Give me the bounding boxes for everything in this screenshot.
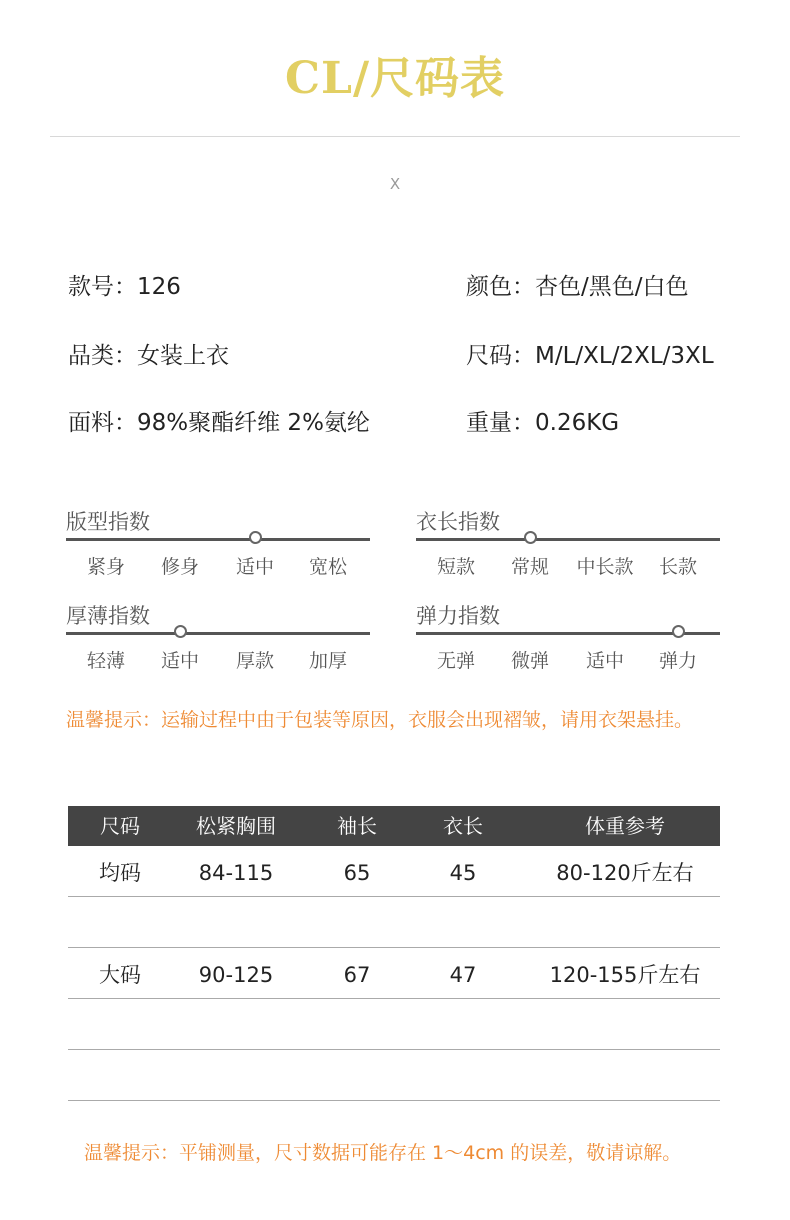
scale-option: 紧身 [86, 556, 125, 578]
scale-option: 厚款 [235, 650, 274, 672]
scale-option: 无弹 [436, 650, 475, 672]
table-row [68, 1050, 720, 1101]
header-cell: 衣长 [443, 814, 483, 838]
table-cell [171, 999, 301, 1049]
table-cell [312, 999, 402, 1049]
scale-option: 适中 [235, 556, 274, 578]
scale-option: 适中 [585, 650, 624, 672]
title-divider [50, 136, 740, 137]
scale-option: 弹力 [658, 650, 697, 672]
table-cell [171, 897, 301, 947]
info-category: 品类：女装上衣 [68, 343, 229, 369]
size-table [68, 806, 720, 1101]
table-cell: 45 [449, 861, 477, 885]
header-cell: 体重参考 [585, 814, 665, 838]
table-cell: 120-155斤左右 [549, 963, 701, 987]
page-title: CL/尺码表 [284, 53, 506, 104]
scale-label: 厚薄指数 [66, 604, 150, 628]
scale-option: 常规 [510, 556, 549, 578]
table-cell [70, 999, 170, 1049]
scale-option: 适中 [160, 650, 199, 672]
table-cell [312, 1050, 402, 1100]
table-cell: 90-125 [198, 963, 274, 987]
header-cell: 松紧胸围 [196, 814, 276, 838]
close-icon[interactable]: X [389, 175, 401, 193]
measurement-tip: 温馨提示：平铺测量，尺寸数据可能存在 1～4cm 的误差，敬请谅解。 [84, 1142, 682, 1164]
scale-knob-icon [672, 625, 685, 638]
table-cell [418, 1050, 508, 1100]
table-cell: 均码 [99, 861, 141, 885]
shipping-tip: 温馨提示：运输过程中由于包装等原因，衣服会出现褶皱，请用衣架悬挂。 [66, 709, 694, 731]
info-sizes: 尺码：M/L/XL/2XL/3XL [466, 343, 714, 369]
info-color: 颜色：杏色/黑色/白色 [466, 274, 689, 300]
table-cell [530, 999, 720, 1049]
scale-track [66, 632, 370, 635]
table-cell [530, 897, 720, 947]
scale-track [66, 538, 370, 541]
scale-label: 版型指数 [66, 510, 150, 534]
header-cell: 尺码 [100, 814, 140, 838]
table-cell: 80-120斤左右 [556, 861, 694, 885]
info-fabric: 面料：98%聚酯纤维 2%氨纶 [68, 410, 370, 436]
scale-option: 加厚 [308, 650, 347, 672]
scale-knob-icon [249, 531, 262, 544]
table-row [68, 897, 720, 948]
header-cell: 袖长 [337, 814, 377, 838]
info-style-no: 款号：126 [68, 274, 181, 300]
table-cell: 84-115 [198, 861, 274, 885]
table-cell [312, 897, 402, 947]
table-row [68, 999, 720, 1050]
scale-option: 轻薄 [86, 650, 125, 672]
scale-option: 短款 [436, 556, 475, 578]
scale-option: 微弹 [510, 650, 549, 672]
table-cell [171, 1050, 301, 1100]
table-row [68, 948, 720, 999]
table-cell: 67 [343, 963, 371, 987]
scale-option: 中长款 [576, 556, 634, 578]
table-cell: 大码 [99, 963, 141, 987]
table-cell [70, 1050, 170, 1100]
scale-option: 长款 [658, 556, 697, 578]
table-cell [418, 897, 508, 947]
scale-track [416, 538, 720, 541]
scale-label: 衣长指数 [416, 510, 500, 534]
info-weight: 重量：0.26KG [466, 410, 620, 436]
scale-knob-icon [174, 625, 187, 638]
scale-label: 弹力指数 [416, 604, 500, 628]
table-row [68, 846, 720, 897]
scale-option: 宽松 [308, 556, 347, 578]
table-cell [70, 897, 170, 947]
scale-option: 修身 [160, 556, 199, 578]
scale-knob-icon [524, 531, 537, 544]
table-cell [418, 999, 508, 1049]
table-cell: 65 [343, 861, 371, 885]
table-cell [530, 1050, 720, 1100]
table-cell: 47 [449, 963, 477, 987]
size-table-header [68, 806, 720, 846]
